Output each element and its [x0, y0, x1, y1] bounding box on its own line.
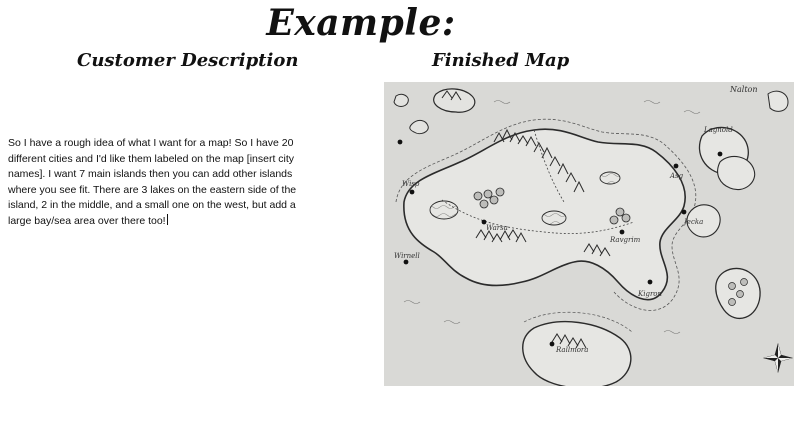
map-label-city-b: Lagnold	[704, 126, 733, 134]
map-label-city-d: Ravgrim	[610, 236, 641, 244]
map-label-city-a: Wisp	[402, 180, 420, 188]
map-label-city-e: Jecka	[684, 218, 704, 226]
map-label-city-h: Wirnell	[394, 252, 420, 260]
customer-description-heading: Customer Description	[77, 50, 299, 71]
customer-description-text	[8, 136, 300, 229]
text-cursor	[167, 214, 168, 225]
page-title: Example:	[266, 2, 456, 44]
description-body: So I have a rough idea of what I want for a map! So I have 20 different cities and I'd like them labeled on the map [insert city names]. I want 7 main islands then you can add other islands where you see fit. There are 3 lakes on the eastern side of the island, 2 in the middle, and a small one on the west, but add a large bay/sea area over there too!	[8, 137, 297, 227]
finished-map-heading: Finished Map	[432, 50, 570, 71]
map-label-city-i: Asg	[670, 172, 684, 180]
map-label-city-g: Kigron	[638, 290, 663, 298]
map-signature: Nalton	[730, 85, 758, 94]
finished-map-image	[384, 82, 794, 386]
map-label-city-c: Warsa	[486, 224, 508, 232]
map-label-city-f: Rallmora	[556, 346, 589, 354]
